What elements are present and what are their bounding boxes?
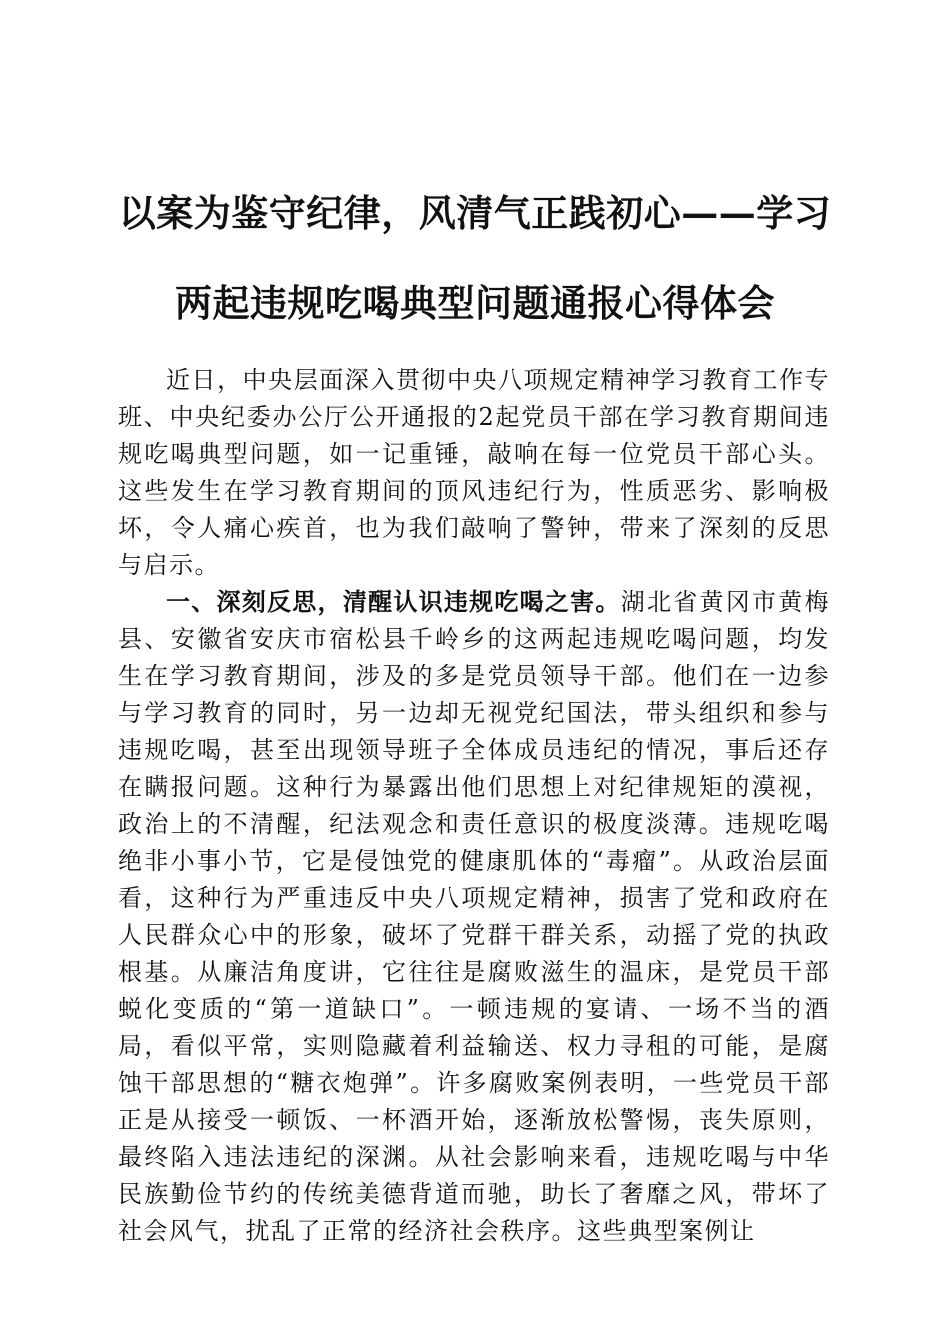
document-body xyxy=(118,362,830,1250)
body-paragraph xyxy=(118,584,830,1250)
paragraph-text: 近日，中央层面深入贯彻中央八项规定精神学习教育工作专班、中央纪委办公厅公开通报的2起党员干部在学习教育期间违规吃喝典型问题，如一记重锤，敲响在每一位党员干部心头。这些发生在学习教育期间的顶风违纪行为，性质恶劣、影响极坏，令人痛心疾首，也为我们敲响了警钟，带来了深刻的反思与启示。 xyxy=(118,366,830,579)
document-title: 以案为鉴守纪律，风清气正践初心——学习两起违规吃喝典型问题通报心得体会 xyxy=(118,191,832,325)
paragraph-text: 湖北省黄冈市黄梅县、安徽省安庆市宿松县千岭乡的这两起违规吃喝问题，均发生在学习教育期间，涉及的多是党员领导干部。他们在一边参与学习教育的同时，另一边却无视党纪国法，带头组织和参与违规吃喝，甚至出现领导班子全体成员违纪的情况，事后还存在瞒报问题。这种行为暴露出他们思想上对纪律规矩的漠视，政治上的不清醒，纪法观念和责任意识的极度淡薄。违规吃喝绝非小事小节，它是侵蚀党的健康肌体的“毒瘤”。从政治层面看，这种行为严重违反中央八项规定精神，损害了党和政府在人民群众心中的形象，破坏了党群干群关系，动摇了党的执政根基。从廉洁角度讲，它往往是腐败滋生的温床，是党员干部蜕化变质的“第一道缺口”。一顿违规的宴请、一场不当的酒局，看似平常，实则隐藏着利益输送、权力寻租的可能，是腐蚀干部思想的“糖衣炮弹”。许多腐败案例表明，一些党员干部正是从接受一顿饭、一杯酒开始，逐渐放松警惕，丧失原则，最终陷入违法违纪的深渊。从社会影响来看，违规吃喝与中华民族勤俭节约的传统美德背道而驰，助长了奢靡之风，带坏了社会风气，扰乱了正常的经济社会秩序。这些典型案例让 xyxy=(118,588,831,1245)
section-heading: 一、深刻反思，清醒认识违规吃喝之害。 xyxy=(166,588,621,616)
body-paragraph xyxy=(118,362,830,584)
